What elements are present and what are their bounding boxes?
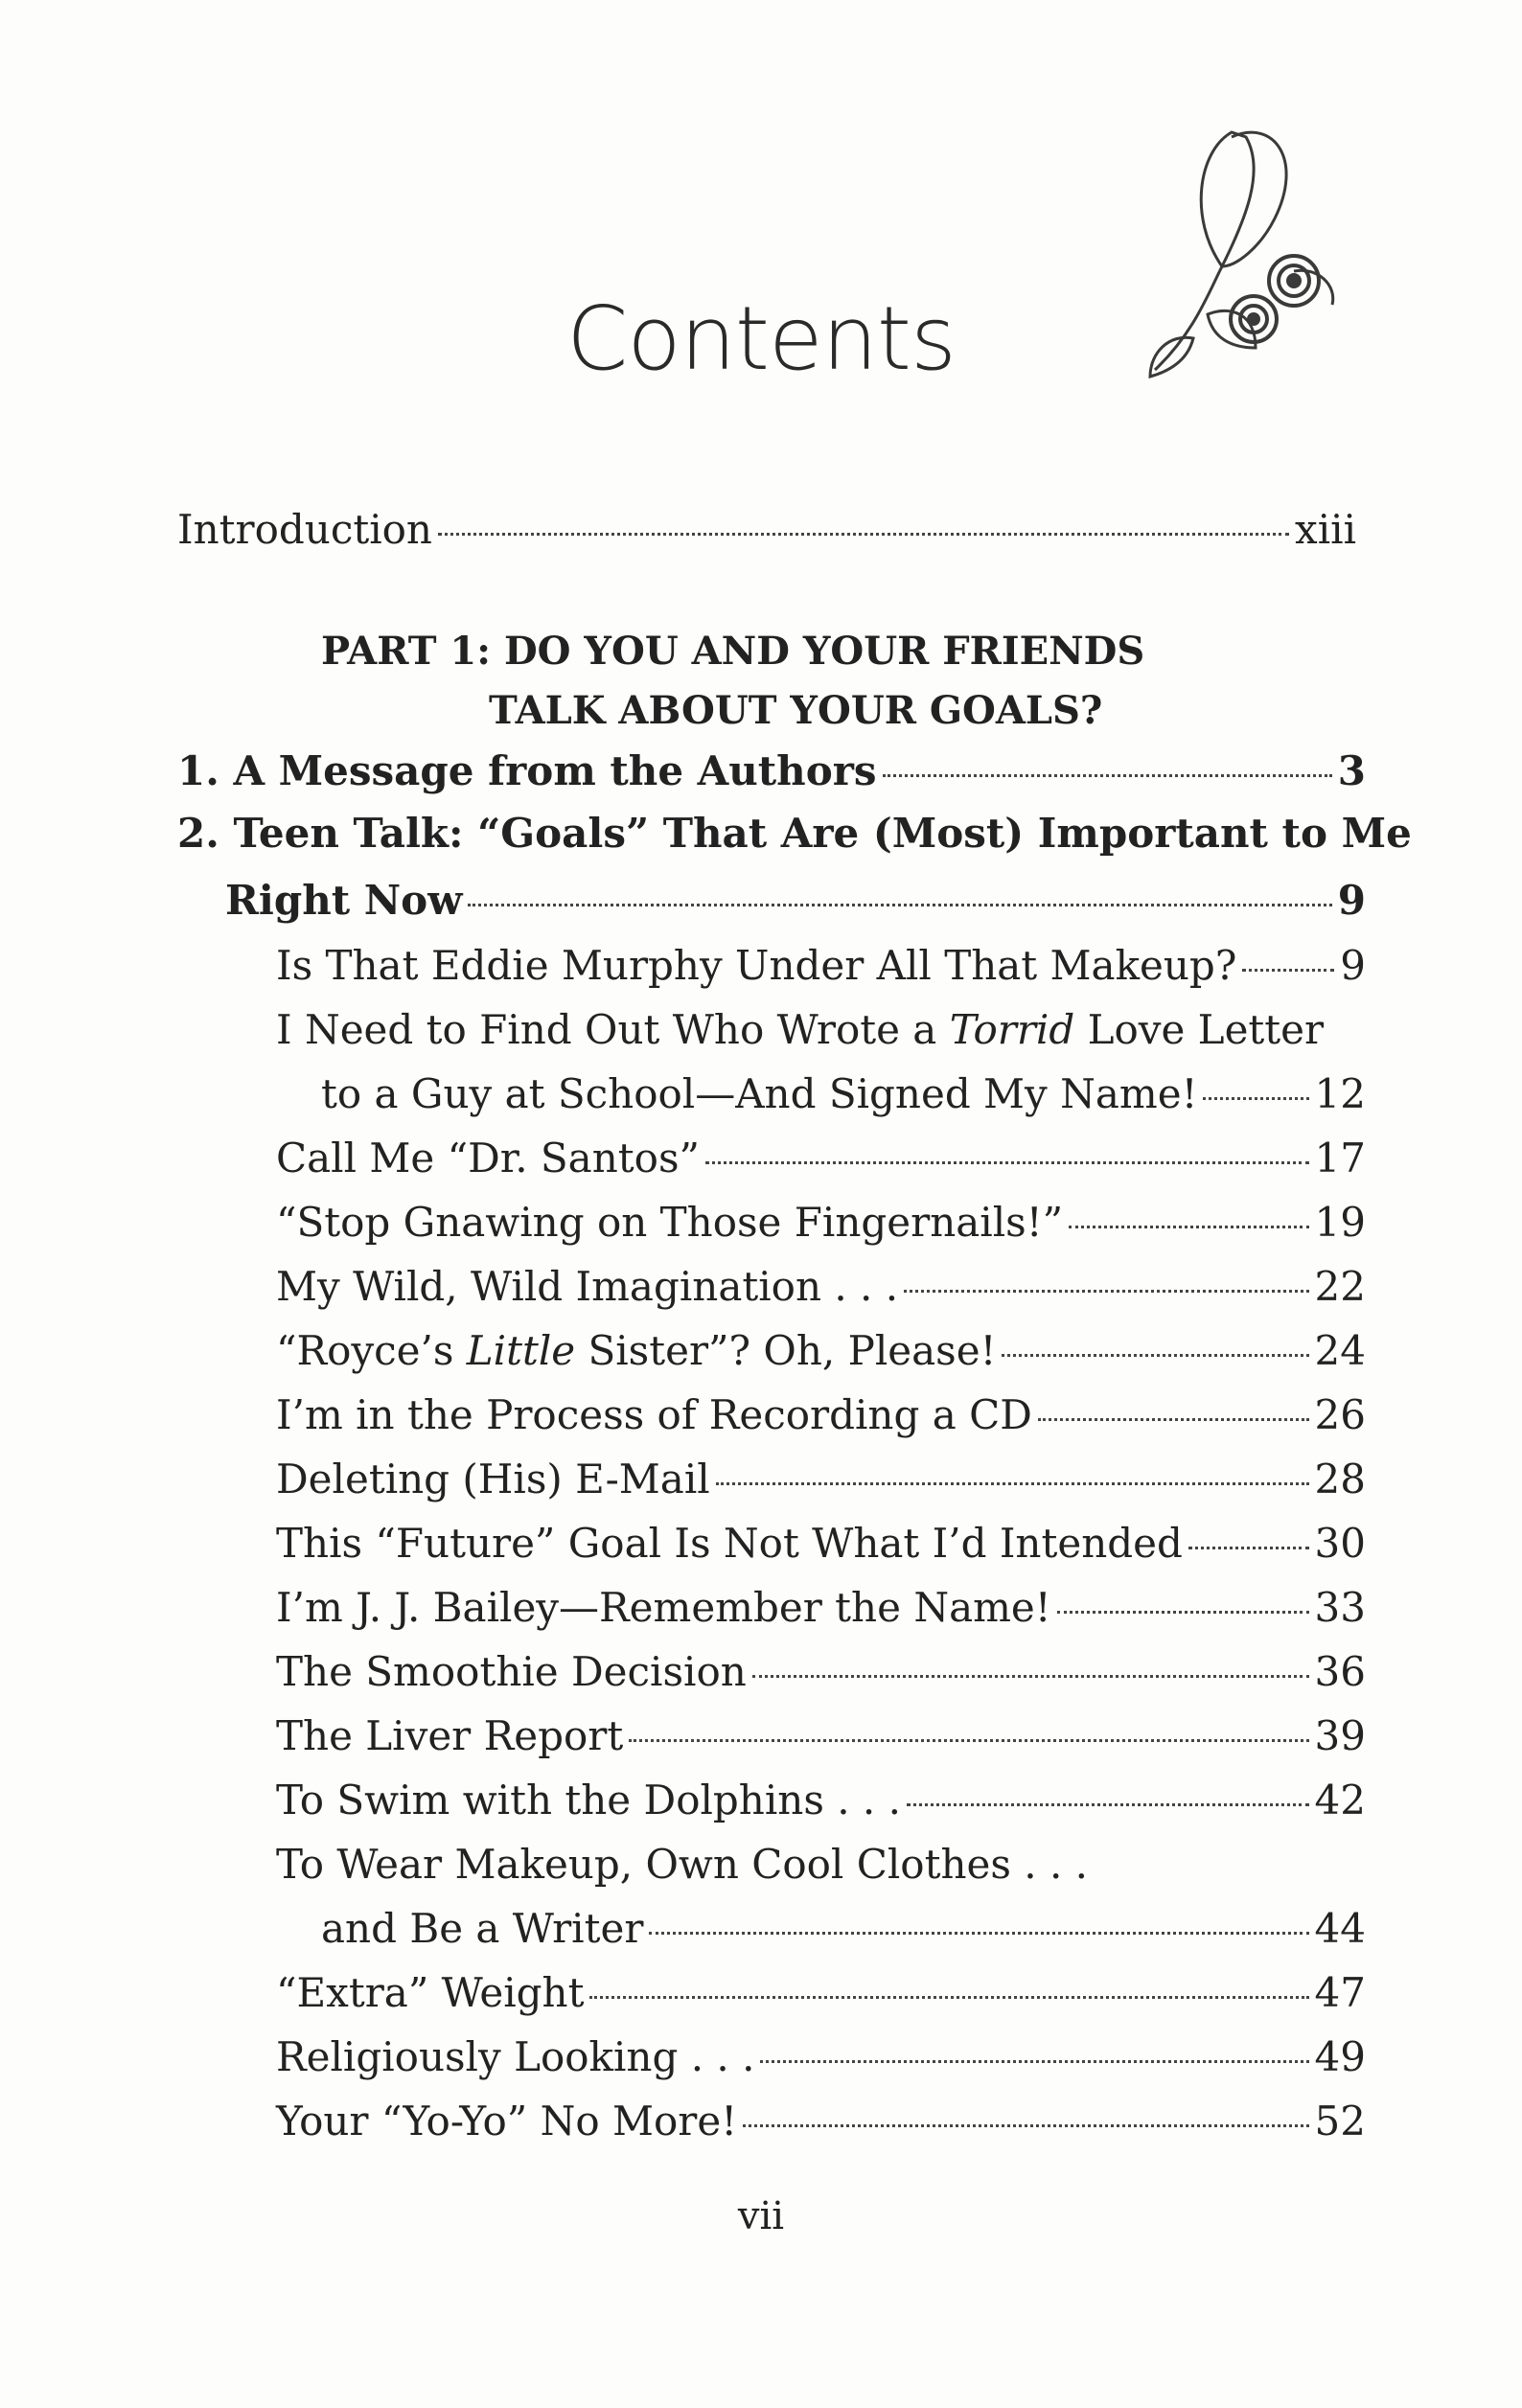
entry-page: 19 — [1314, 1199, 1366, 1246]
toc-entry[interactable] — [276, 1712, 1366, 1759]
toc-entry-line1[interactable] — [276, 1006, 1324, 1053]
entry-label: 1. A Message from the Authors — [177, 747, 877, 794]
toc-chapter-2[interactable] — [225, 877, 1366, 924]
entry-label: to a Guy at School—And Signed My Name! — [321, 1070, 1198, 1117]
entry-page: 12 — [1314, 1070, 1366, 1117]
entry-label-part: I Need to Find Out Who Wrote a — [276, 1006, 950, 1053]
leader-dots — [716, 1482, 1309, 1485]
entry-label: Call Me “Dr. Santos” — [276, 1135, 700, 1181]
entry-label: Introduction — [177, 506, 432, 553]
entry-label-part: Sister”? Oh, Please! — [575, 1327, 997, 1374]
leader-dots — [1038, 1418, 1309, 1421]
entry-label: and Be a Writer — [321, 1905, 644, 1952]
leader-dots — [705, 1161, 1309, 1164]
entry-label: Is That Eddie Murphy Under All That Makeup? — [276, 942, 1237, 989]
entry-page: 3 — [1337, 747, 1366, 794]
toc-entry[interactable] — [321, 1070, 1366, 1117]
entry-page: 44 — [1314, 1905, 1366, 1952]
entry-page: 30 — [1314, 1520, 1366, 1567]
toc-chapter-1[interactable] — [177, 747, 1366, 794]
entry-label: I’m in the Process of Recording a CD — [276, 1391, 1032, 1438]
entry-label-emphasis: Little — [466, 1327, 576, 1374]
entry-label — [276, 1327, 996, 1374]
leader-dots — [1057, 1611, 1309, 1614]
toc-entry-line1[interactable]: To Wear Makeup, Own Cool Clothes . . . — [276, 1841, 1089, 1888]
toc-entry[interactable] — [276, 1584, 1366, 1631]
entry-page: xiii — [1295, 506, 1356, 553]
leader-dots — [1002, 1354, 1308, 1357]
toc-chapter-2-line1[interactable]: 2. Teen Talk: “Goals” That Are (Most) Important to Me — [177, 810, 1412, 857]
entry-label-part: Love Letter — [1074, 1006, 1325, 1053]
toc-entry[interactable] — [276, 1969, 1366, 2016]
toc-entry[interactable] — [276, 2098, 1366, 2144]
toc-entry[interactable] — [276, 1456, 1366, 1502]
leader-dots — [438, 533, 1289, 536]
entry-label-part: “Royce’s — [276, 1327, 467, 1374]
leader-dots — [1242, 969, 1334, 972]
entry-label: I’m J. J. Bailey—Remember the Name! — [276, 1584, 1051, 1631]
toc-entry[interactable] — [276, 1135, 1366, 1181]
toc-entry[interactable] — [276, 1648, 1366, 1695]
toc-entry[interactable] — [276, 1263, 1366, 1310]
flower-ornament-icon — [1141, 113, 1361, 391]
leader-dots — [743, 2124, 1308, 2127]
leader-dots — [1069, 1226, 1308, 1228]
entry-label: Deleting (His) E-Mail — [276, 1456, 710, 1502]
toc-entry[interactable] — [276, 1520, 1366, 1567]
toc-entry[interactable] — [321, 1905, 1366, 1952]
entry-label-emphasis: Torrid — [949, 1006, 1075, 1053]
leader-dots — [883, 774, 1332, 777]
page-number: vii — [737, 2194, 785, 2238]
leader-dots — [752, 1675, 1309, 1678]
entry-label: This “Future” Goal Is Not What I’d Intended — [276, 1520, 1183, 1567]
entry-page: 47 — [1314, 1969, 1366, 2016]
entry-page: 39 — [1314, 1712, 1366, 1759]
entry-page: 17 — [1314, 1135, 1366, 1181]
part-heading-line2: TALK ABOUT YOUR GOALS? — [489, 688, 1103, 733]
entry-page: 9 — [1337, 877, 1366, 924]
entry-label: “Extra” Weight — [276, 1969, 585, 2016]
leader-dots — [629, 1739, 1308, 1742]
toc-entry[interactable] — [276, 1777, 1366, 1823]
toc-entry[interactable] — [276, 942, 1366, 989]
entry-page: 49 — [1314, 2033, 1366, 2080]
entry-label: Right Now — [225, 877, 463, 924]
leader-dots — [760, 2060, 1308, 2063]
entry-page: 33 — [1314, 1584, 1366, 1631]
entry-label: “Stop Gnawing on Those Fingernails!” — [276, 1199, 1064, 1246]
toc-entry[interactable] — [276, 1327, 1366, 1374]
leader-dots — [649, 1932, 1308, 1935]
toc-entry-introduction[interactable] — [177, 506, 1356, 553]
leader-dots — [1203, 1097, 1308, 1100]
entry-page: 36 — [1314, 1648, 1366, 1695]
leader-dots — [904, 1290, 1308, 1293]
toc-entry[interactable] — [276, 1199, 1366, 1246]
entry-page: 28 — [1314, 1456, 1366, 1502]
leader-dots — [468, 904, 1331, 906]
entry-label: My Wild, Wild Imagination . . . — [276, 1263, 899, 1310]
entry-label: The Smoothie Decision — [276, 1648, 747, 1695]
entry-label: Your “Yo-Yo” No More! — [276, 2098, 738, 2144]
part-heading-line1: PART 1: DO YOU AND YOUR FRIENDS — [321, 629, 1145, 674]
entry-page: 52 — [1314, 2098, 1366, 2144]
leader-dots — [907, 1803, 1309, 1806]
entry-page: 24 — [1314, 1327, 1366, 1374]
entry-page: 26 — [1314, 1391, 1366, 1438]
entry-page: 42 — [1314, 1777, 1366, 1823]
leader-dots — [589, 1996, 1308, 1999]
entry-label: Religiously Looking . . . — [276, 2033, 755, 2080]
leader-dots — [1188, 1547, 1309, 1549]
entry-label: The Liver Report — [276, 1712, 624, 1759]
entry-page: 9 — [1340, 942, 1366, 989]
toc-entry[interactable] — [276, 2033, 1366, 2080]
entry-label: To Swim with the Dolphins . . . — [276, 1777, 901, 1823]
entry-page: 22 — [1314, 1263, 1366, 1310]
page-title: Contents — [566, 287, 956, 390]
toc-entry[interactable] — [276, 1391, 1366, 1438]
